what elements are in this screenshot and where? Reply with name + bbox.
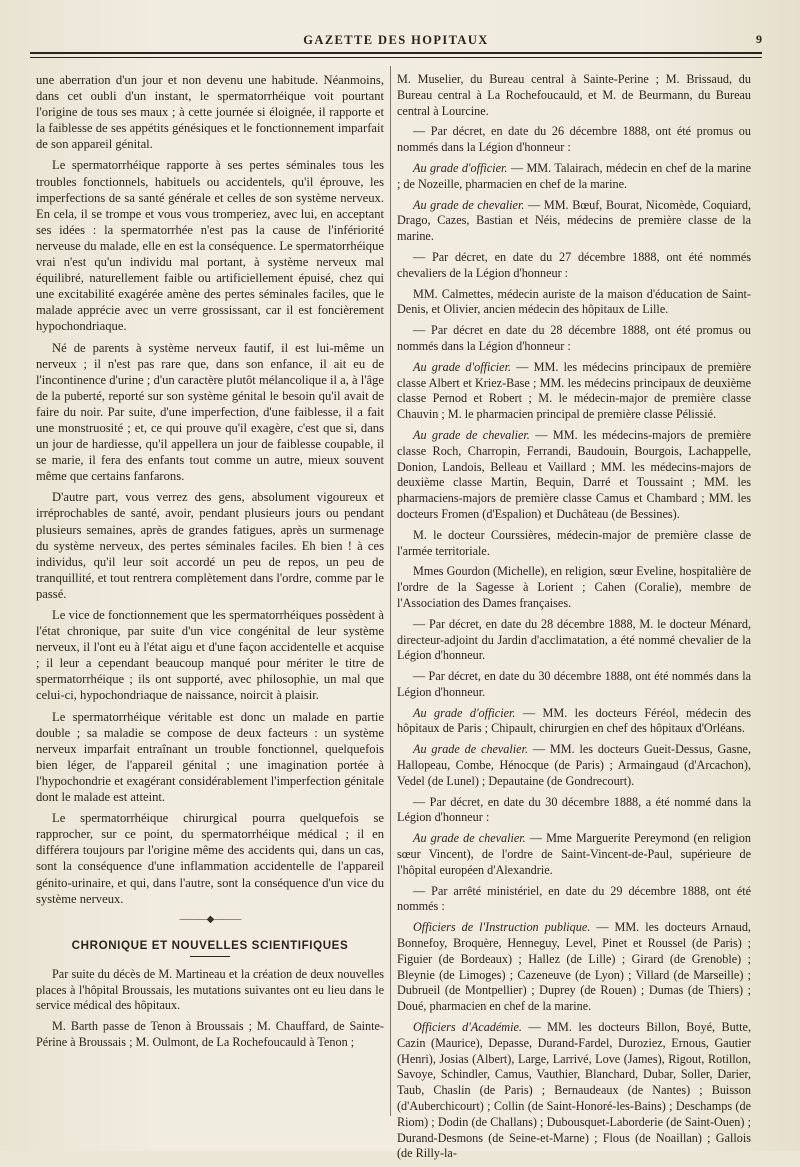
notice-paragraph (397, 564, 751, 611)
grade-heading: Au grade d'officier. (413, 359, 512, 374)
notice-text: — MM. les médecins principaux de première classe Albert et Kriez-Base ; MM. les médecins principaux de deuxième classe Pernod et Robert ; M. le médecin-major de première classe Chauvin ; M. le pharmacien principal de première classe Pélissié. (397, 359, 751, 422)
article-paragraph: Le spermatorrhéique rapporte à ses pertes séminales tous les troubles fonctionnels, habituels ou accidentels, qu'il éprouve, les imperfections de sa santé générale et celles de son système nerveux. En cela, il se trompe et vous vous tromperiez, avec lui, en acceptant ses idées : la spermatorrhée n'est pas la cause de l'infériorité nerveuse du malade, elle en est la conséquence. Le spermatorrhéique vrai n'est qu'un individu mal portant, à système nerveux mal équilibré, naturellement faible ou artificiellement épuisé, chez qui une excitabilité exagérée amène des pertes séminales faciles, que le malade apprécie avec un verre grossissant, car il est foncièrement hypochondriaque. (36, 158, 384, 334)
notice-text: M. le docteur Courssières, médecin-major de première classe de l'armée territoriale. (397, 527, 751, 558)
right-column (397, 72, 751, 1167)
notice-paragraph (397, 669, 751, 701)
article-paragraph: Le vice de fonctionnement que les spermatorrhéiques possèdent à l'état chronique, par suite d'un vice congénital de leur système nerveux, il l'ont eu à l'état aigu et d'une façon accidentelle et acquise ; il leur a cependant beaucoup manqué pour mériter le titre de spermatorrhéique ; ils ont supporté, avec philosophie, un mal que celui-ci, hypochondriaque de naissance, noircit à plaisir. (36, 608, 384, 703)
notice-paragraph (397, 428, 751, 523)
grade-heading: Officiers d'Académie. (413, 1020, 522, 1035)
section-ornament: ———◆——— (179, 913, 241, 925)
grade-heading: Au grade de chevalier. (413, 831, 526, 846)
notice-text: Mmes Gourdon (Michelle), en religion, sœur Eveline, hospitalière de l'ordre de la Sagesse à Lorient ; Cahen (Coralie), membre de l'Association des Dames françaises. (397, 564, 751, 610)
grade-heading: Officiers de l'Instruction publique. (413, 920, 591, 935)
notice-paragraph (397, 72, 751, 119)
notice-paragraph (397, 528, 751, 560)
notice-paragraph (397, 617, 751, 664)
grade-heading: Au grade de chevalier. (413, 742, 529, 757)
notice-text: — MM. Bœuf, Bourat, Nicomède, Coquiard, Drago, Cazes, Bastian et Néis, médecins de première classe de la marine. (397, 197, 751, 244)
notice-paragraph (397, 1020, 751, 1162)
article-paragraph: Le spermatorrhéique chirurgical pourra quelquefois se rapprocher, sur ce point, du spermatorrhéique médical ; il en différera toujours par l'origine même des accidents qui, dans un cas, sont la conséquence d'une inflammation accidentelle de l'appareil génito-urinaire, et qui, dans l'autre, sont la conséquence d'un vice du système nerveux. (36, 811, 384, 906)
left-column (36, 72, 384, 1056)
notice-paragraph (397, 323, 751, 355)
grade-heading: Au grade d'officier. (413, 705, 516, 720)
notice-paragraph (397, 124, 751, 156)
notice-text: — Par décret, en date du 30 décembre 1888, ont été nommés dans la Légion d'honneur. (397, 669, 751, 699)
page-number: 9 (756, 32, 762, 46)
notice-text: — MM. Talairach, médecin en chef de la marine ; de Nozeille, pharmacien en chef de la marine. (397, 160, 751, 191)
notice-paragraph (397, 884, 751, 916)
notice-text: — Mme Marguerite Pereymond (en religion sœur Vincent), de l'ordre de Saint-Vincent-de-Paul, supérieure de l'hôpital européen d'Alexandrie. (397, 831, 751, 877)
grade-heading: Au grade de chevalier. (413, 197, 525, 212)
notice-paragraph (397, 360, 751, 423)
notice-paragraph (397, 706, 751, 738)
notice-text: — Par décret, en date du 26 décembre 1888, ont été promus ou nommés dans la Légion d'honneur : (397, 124, 751, 155)
notice-text: — Par décret, en date du 30 décembre 1888, a été nommé dans la Légion d'honneur : (397, 794, 751, 825)
notice-paragraph (397, 795, 751, 827)
notice-paragraph (397, 198, 751, 245)
notice-text: MM. Calmettes, médecin auriste de la maison d'éducation de Saint-Denis, et Olivier, ancien médecin des hôpitaux de Lille. (397, 286, 751, 317)
notice-text: — MM. les médecins-majors de première classe Roch, Charropin, Ferrandi, Baudouin, Bourgois, Lachappelle, Donion, Landois, Belleau et Vaillard ; MM. les médecins-majors de deuxième classe Martin, Bequin, Darré et Toussaint ; MM. les pharmaciens-majors de première classe Camus et Chambard ; MM. les docteurs Fromen (d'Espalion) et Duchâteau (de Bessines). (397, 427, 751, 521)
notice-paragraph (397, 287, 751, 319)
article-paragraph: Le spermatorrhéique véritable est donc un malade en partie double ; sa maladie se compose de deux facteurs : un système nerveux imparfait entraînant un trouble fonctionnel, quelquefois bien léger, de l'appareil génital ; une imagination portée à l'hypochondrie et exagérant considérablement l'imperfection génitale dont le malade est atteint. (36, 709, 384, 805)
notice-text: — Par décret, en date du 27 décembre 1888, ont été nommés chevaliers de la Légion d'honneur : (397, 249, 751, 280)
article-paragraph: une aberration d'un jour et non devenu une habitude. Néanmoins, dans cet oubli d'un instant, le spermatorrhéique voit pourtant l'origine de tous ses maux ; à cette journée si éloignée, il rapporte et la faiblesse de ses appétits génésiques et le fonctionnement imparfait de son appareil génital. (36, 73, 384, 152)
notice-paragraph (397, 250, 751, 282)
column-divider (390, 66, 391, 1116)
notice-text: — Par décret, en date du 28 décembre 1888, M. le docteur Ménard, directeur-adjoint du Jardin d'acclimatation, a été nommé chevalier de la Légion d'honneur. (397, 616, 751, 663)
header-rule (30, 52, 762, 58)
section-underline (190, 956, 230, 957)
grade-heading: Au grade d'officier. (413, 160, 508, 175)
notice-paragraph (397, 920, 751, 1015)
notice-paragraph (397, 831, 751, 878)
running-title: GAZETTE DES HOPITAUX (303, 33, 489, 47)
notice-text: — Par décret en date du 28 décembre 1888, ont été promus ou nommés dans la Légion d'honneur : (397, 323, 751, 353)
notice-paragraph (397, 742, 751, 789)
notice-text: — MM. les docteurs Billon, Boyé, Butte, Cazin (Maurice), Depasse, Durand-Fardel, Duroziez, Ernous, Gautier (Henri), Josias (Albert), Large, Larrivé, Love (James), Rigout, Rotillon, Savoye, Schindler, Camus, Vauthier, Blanchard, Dubar, Soller, Darier, Taub, Chaslin (de Paris) ; Bernaudeaux (de Nantes) ; Buisson (d'Auberchicourt) ; Collin (de Saint-Honoré-les-Bains) ; Deschamps (de Riom) ; Dodin (de Challans) ; Dubousquet-Laborderie (de Saint-Ouen) ; Durand-Desmons (de Seine-et-Marne) ; Flous (de Noaillan) ; Gallois (de Rilly-la- (397, 1020, 751, 1161)
article-paragraph: Né de parents à système nerveux fautif, il est lui-même un nerveux ; il n'est pas rare que, dans son enfance, il ait eu de l'incontinence d'urine ; d'un caractère plutôt mélancolique il a, à l'âge de la puberté, reporté sur son système génital le besoin qu'il avait de faire du noir. Par suite, d'une imperfection, d'une faiblesse, il a fait une monstruosité ; et, ce qui prouve qu'il exagère, c'est que si, dans un jour de hardiesse, qu'il appellera un jour de faiblesse coupable, il se marie, il fera des enfants tout comme un autre, mieux souvent même que certains fanfarons. (36, 340, 384, 484)
article-paragraph: D'autre part, vous verrez des gens, absolument vigoureux et irréprochables de santé, avoir, pendant plusieurs jours ou pendant plusieurs semaines, après de grandes fatigues, après un surmenage du système nerveux, des pertes séminales faciles. Eh bien ! à ces individus, qu'il leur soit accordé un peu de repos, un peu de tranquillité, et tout rentrera complètement dans l'ordre, comme par le passé. (36, 490, 384, 601)
notice-text: — Par arrêté ministériel, en date du 29 décembre 1888, ont été nommés : (397, 883, 751, 914)
notice-text: — MM. les docteurs Arnaud, Bonnefoy, Broquère, Henneguy, Level, Pinet et Roussel (de Paris) ; Figuier (de Bordeaux) ; Hallez (de Lille) ; Girard (de Grenoble) ; Bleynie (de Limoges) ; Cazeneuve (de Lyon) ; Villard (de Marseille) ; Dubrueil (de Montpellier) ; Duprey (de Rouen) ; Dumas (de Thiers) ; Doué, pharmacien en chef de la marine. (397, 920, 751, 1014)
notice-text: — MM. les docteurs Gueit-Dessus, Gasne, Hallopeau, Combe, Hénocque (de Paris) ; Armaingaud (d'Arcachon), Vedel (de Lunel) ; Depautaine (de Gondrecourt). (397, 742, 752, 788)
chronique-paragraph: Par suite du décès de M. Martineau et la création de deux nouvelles places à l'hôpital Broussais, les mutations suivantes ont eu lieu dans le service médical des hôpitaux. (36, 966, 384, 1013)
notice-text: M. Muselier, du Bureau central à Sainte-Perine ; M. Brissaud, du Bureau central à La Rochefoucauld, et M. de Beurmann, du Bureau central à Lourcine. (397, 72, 751, 118)
notice-paragraph (397, 161, 751, 193)
grade-heading: Au grade de chevalier. (413, 427, 530, 442)
notice-text: — MM. les docteurs Féréol, médecin des hôpitaux de Paris ; Chipault, chirurgien en chef des hôpitaux d'Orléans. (397, 705, 751, 736)
chronique-paragraph: M. Barth passe de Tenon à Broussais ; M. Chauffard, de Sainte-Périne à Broussais ; M. Oulmont, de La Rochefoucauld à Tenon ; (36, 1019, 384, 1050)
section-title: CHRONIQUE ET NOUVELLES SCIENTIFIQUES (71, 938, 349, 952)
